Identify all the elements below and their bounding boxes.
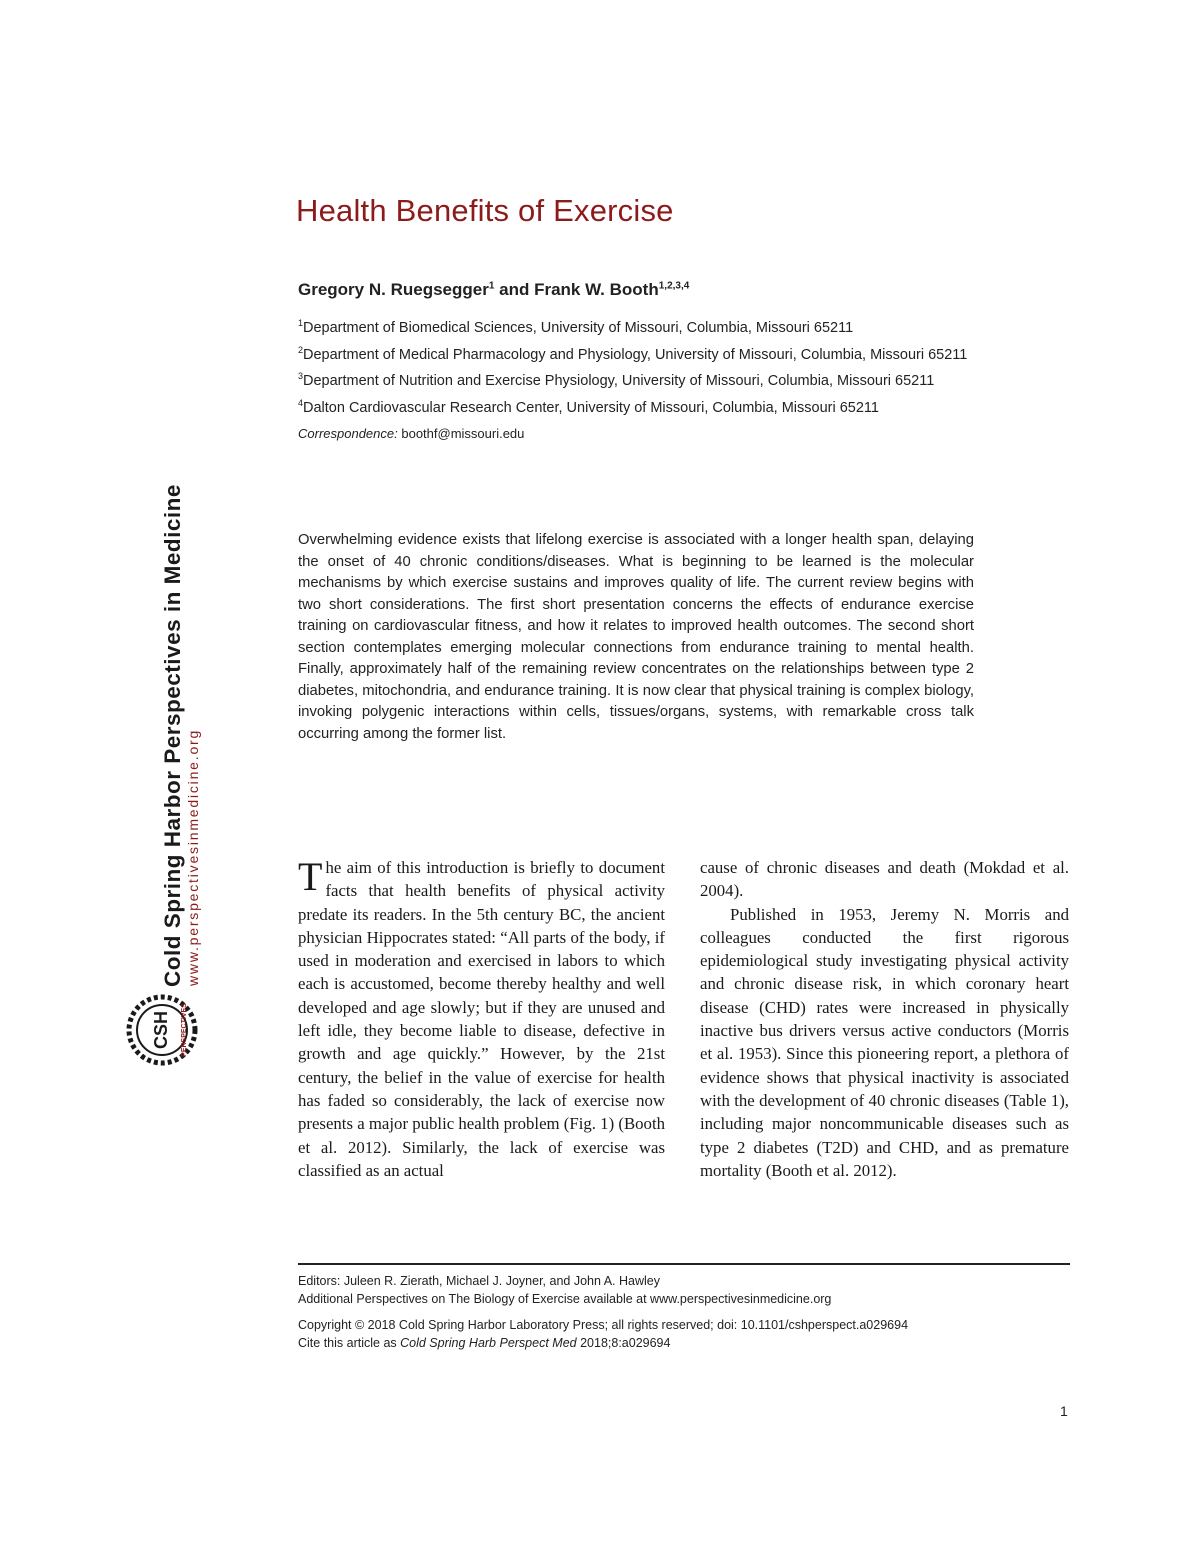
affiliation-text: Department of Biomedical Sciences, University of Missouri, Columbia, Missouri 65211 [303,319,854,336]
citation-suffix: 2018;8:a029694 [576,1336,671,1350]
article-title: Health Benefits of Exercise [296,193,674,228]
body-column-right [700,856,1069,1182]
affiliation-number: 3 [298,371,304,381]
body-paragraph: cause of chronic diseases and death (Mokdad et al. 2004). [700,858,1069,901]
body-paragraph: Published in 1953, Jeremy N. Morris and colleagues conducted the first rigorous epidemiological study investigating physical activity and chronic disease risk, in which coronary heart disease (CHD) rates were increased in physically inactive bus drivers versus active conductors (Morris et al. 1953). Since this pioneering report, a plethora of evidence shows that physical inactivity is associated with the development of 40 chronic diseases (Table 1), including major noncommunicable diseases such as type 2 diabetes (T2D) and CHD, and as premature mortality (Booth et al. 2012). [700,904,1069,1180]
affiliation [298,318,853,336]
editors-note: Editors: Juleen R. Zierath, Michael J. Joyner, and John A. Hawley [298,1274,660,1288]
affiliation-number: 4 [298,398,304,408]
additional-perspectives: Additional Perspectives on The Biology of Exercise available at www.perspectivesinmedicine.org [298,1292,832,1306]
affiliation [298,345,967,363]
author-2-affil: 1,2,3,4 [658,280,690,292]
citation [298,1336,670,1350]
correspondence-label: Correspondence: [298,426,398,441]
author-1-affil: 1 [488,280,495,292]
author-1: Gregory N. Ruegsegger [298,280,489,299]
affiliation-number: 2 [298,345,304,355]
body-column-left [298,856,665,1182]
affiliation [298,371,934,389]
correspondence-email[interactable]: boothf@missouri.edu [401,426,525,441]
affiliation-text: Dalton Cardiovascular Research Center, University of Missouri, Columbia, Missouri 65211 [303,399,879,416]
logo-letters: CSH [150,1010,171,1050]
logo-subtext: PERSPECTIVES [181,1003,188,1057]
footer-rule [298,1263,1070,1265]
author-list [298,280,689,300]
affiliation-number: 1 [298,318,304,328]
csh-perspectives-logo [126,994,198,1066]
drop-cap: T [298,854,323,899]
author-2: Frank W. Booth [534,280,659,299]
affiliation [298,398,879,416]
citation-journal: Cold Spring Harb Perspect Med [400,1336,577,1350]
affiliation-text: Department of Nutrition and Exercise Physiology, University of Missouri, Columbia, Missouri 65211 [303,372,935,389]
author-joiner: and [494,280,535,299]
body-paragraph [298,856,665,1182]
citation-prefix: Cite this article as [298,1336,401,1350]
journal-name-vertical: Cold Spring Harbor Perspectives in Medicine [160,484,185,987]
affiliation-text: Department of Medical Pharmacology and Physiology, University of Missouri, Columbia, Missouri 65211 [303,346,968,363]
paragraph-text: he aim of this introduction is briefly to document facts that health benefits of physical activity predate its readers. In the 5th century BC, the ancient physician Hippocrates stated: “All parts of the body, if used in moderation and exercised in labors to which each is accustomed, become thereby healthy and well developed and age slowly; but if they are unused and left idle, they become liable to disease, defective in growth and age quickly.” However, by the 21st century, the belief in the value of exercise for health has faded so considerably, the lack of exercise now presents a major public health problem (Fig. 1) (Booth et al. 2012). Similarly, the lack of exercise was classified as an actual [298,858,665,1180]
copyright: Copyright © 2018 Cold Spring Harbor Laboratory Press; all rights reserved; doi: 10.1101/cshperspect.a029694 [298,1318,909,1332]
abstract: Overwhelming evidence exists that lifelong exercise is associated with a longer health span, delaying the onset of 40 chronic conditions/diseases. What is beginning to be learned is the molecular mechanisms by which exercise sustains and improves quality of life. The current review begins with two short considerations. The first short presentation concerns the effects of endurance exercise training on cardiovascular fitness, and how it relates to improved health outcomes. The second short section contemplates emerging molecular connections from endurance training to mental health. Finally, approximately half of the remaining review concentrates on the relationships between type 2 diabetes, mitochondria, and endurance training. It is now clear that physical training is complex biology, invoking polygenic interactions within cells, tissues/organs, systems, with remarkable cross talk occurring among the former list. [298,532,974,742]
page-number: 1 [1060,1403,1068,1419]
journal-url-vertical[interactable]: www.perspectivesinmedicine.org [185,728,201,986]
correspondence [298,426,524,441]
